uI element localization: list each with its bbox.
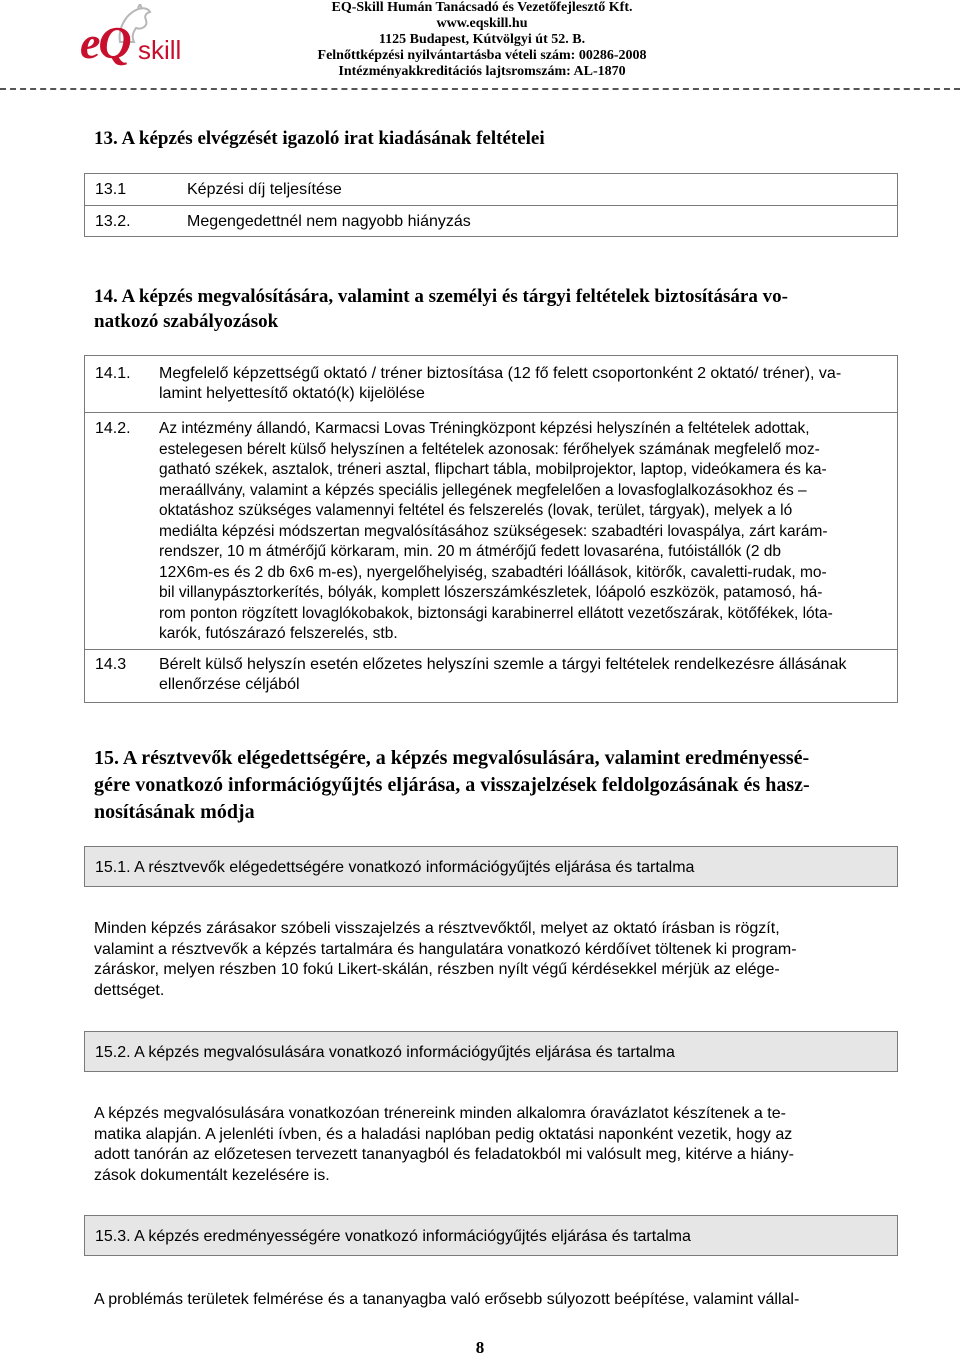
- subsection-15-2-paragraph: [94, 1104, 886, 1186]
- item-text: [159, 364, 887, 404]
- subsection-15-1-heading-box: [84, 846, 898, 887]
- subsection-15-3-heading-box: [84, 1215, 898, 1256]
- item-text: [159, 655, 887, 695]
- text-line: zások dokumentált kezelésére is.: [94, 1166, 330, 1184]
- text-line: dettséget.: [94, 981, 165, 999]
- section-14-table: [84, 355, 898, 703]
- text-line: záráskor, melyen részben 10 fokú Likert-skálán, részben nyílt végű kérdésekkel mérjük az elége-: [94, 961, 780, 978]
- section-15-title: [94, 745, 894, 826]
- text-line: Minden képzés zárásakor szóbeli visszajelzés a résztvevőktől, melyet az oktató írásban is rögzít,: [94, 920, 780, 937]
- table-row: [85, 412, 897, 650]
- text-line: karók, futószárazó felszerelés, stb.: [159, 625, 398, 642]
- text-line: adott tanórán az előzetesen tervezett tananyagból és feladatokból mi valósult meg, kitérve a hiány-: [94, 1146, 794, 1163]
- company-name: EQ-Skill Humán Tanácsadó és Vezetőfejlesztő Kft.: [331, 0, 633, 15]
- table-row: [85, 649, 897, 702]
- item-number: 13.1: [95, 181, 127, 198]
- table-row: [85, 174, 897, 206]
- text-line: Bérelt külső helyszín esetén előzetes helyszíni szemle a tárgyi feltételek rendelkezésre állásának: [159, 656, 847, 673]
- text-line: rendszer, 10 m átmérőjű körkaram, min. 20 m átmérőjű fedett lovasaréna, futóistállók (2 db: [159, 543, 782, 560]
- header-divider: [0, 88, 960, 90]
- text-line: gatható székek, asztalok, tréneri asztal, flipchart tábla, mobilprojektor, laptop, videókamera és ka-: [159, 461, 827, 478]
- section-15-title-line: 15. A résztvevők elégedettségére, a képzés megvalósulására, valamint eredményessé-: [94, 747, 810, 769]
- text-line: 12X6m-es és 2 db 6x6 m-es), nyergelőhelyiség, szabadtéri lóállások, kitörők, cavaletti-rudak, mo-: [159, 563, 827, 581]
- table-row: [85, 356, 897, 413]
- table-row: [85, 205, 897, 236]
- text-line: A problémás területek felmérése és a tananyagba való erősebb súlyozott beépítése, valamint vállal-: [94, 1291, 800, 1308]
- subsection-heading: 15.2. A képzés megvalósulására vonatkozó információgyűjtés eljárása és tartalma: [95, 1044, 675, 1061]
- section-14-title: [94, 284, 884, 334]
- company-registration: Felnőttképzési nyilvántartásba vételi szám: 00286-2008: [317, 48, 647, 63]
- company-address: 1125 Budapest, Kútvölgyi út 52. B.: [378, 32, 586, 47]
- text-line: oktatáshoz szükséges valamennyi feltétel és felszerelés (lovak, terület, tárgyak), melyek a ló: [159, 502, 793, 519]
- item-text: [159, 419, 887, 645]
- item-text: Megengedettnél nem nagyobb hiányzás: [187, 213, 471, 230]
- subsection-15-1-paragraph: [94, 919, 886, 1001]
- item-number: 14.1.: [95, 365, 131, 382]
- text-line: lamint helyettesítő oktató(k) kijelölése: [159, 385, 425, 402]
- subsection-heading: 15.1. A résztvevők elégedettségére vonatkozó információgyűjtés eljárása és tartalma: [95, 859, 695, 876]
- item-text: Képzési díj teljesítése: [187, 181, 342, 198]
- subsection-heading: 15.3. A képzés eredményességére vonatkozó információgyűjtés eljárása és tartalma: [95, 1228, 691, 1245]
- text-line: mediálta képzési módszertan megvalósításához szükségesek: szabadtéri lovaspálya, zárt karám-: [159, 522, 828, 540]
- company-website: www.eqskill.hu: [436, 16, 528, 31]
- section-13-title: 13. A képzés elvégzését igazoló irat kiadásának feltételei: [94, 128, 545, 149]
- company-header: [262, 0, 702, 80]
- subsection-15-3-paragraph: [94, 1290, 886, 1311]
- logo-skill: skill: [138, 35, 182, 65]
- section-15-title-line: gére vonatkozó információgyűjtés eljárása, a visszajelzések feldolgozásának és hasz-: [94, 774, 810, 796]
- text-line: matika alapján. A jelenléti ívben, és a haladási naplóban pedig oktatási naponként vezetik, hogy az: [94, 1125, 793, 1143]
- text-line: Az intézmény állandó, Karmacsi Lovas Tréningközpont képzési helyszínén a feltételek adottak,: [159, 420, 810, 437]
- section-15-title-line: nosításának módja: [94, 801, 255, 823]
- section-14-title-line: 14. A képzés megvalósítására, valamint a személyi és tárgyi feltételek biztosítására vo-: [94, 286, 788, 307]
- text-line: rom ponton rögzített lovaglókobakok, biztonsági karabinerrel ellátott vezetőszárak, kötőfékek, lóta-: [159, 604, 833, 622]
- item-number: 14.3: [95, 656, 127, 673]
- item-number: 13.2.: [95, 213, 131, 230]
- section-14-title-line: natkozó szabályozások: [94, 311, 279, 332]
- logo-eq: eQ: [80, 17, 130, 68]
- company-accreditation: Intézményakkreditációs lajtsromszám: AL-1870: [338, 64, 626, 79]
- text-line: ellenőrzése céljából: [159, 676, 300, 693]
- text-line: meraállvány, valamint a képzés speciális jellegének megfelelően a lovasfoglalkozásokhoz és –: [159, 481, 807, 499]
- text-line: bil villanypásztorkerítés, bólyák, komplett lószerszámkészletek, lóápoló eszközök, patamosó, há-: [159, 584, 823, 601]
- section-13-table: [84, 173, 898, 237]
- text-line: valamint a résztvevők a képzés tartalmára és hangulatára vonatkozó kérdőívet töltenek ki program-: [94, 940, 797, 958]
- text-line: A képzés megvalósulására vonatkozóan trénereink minden alkalomra óravázlatot készítenek a te-: [94, 1105, 786, 1122]
- company-logo: [80, 4, 190, 70]
- item-number: 14.2.: [95, 420, 131, 437]
- subsection-15-2-heading-box: [84, 1031, 898, 1072]
- text-line: estelegesen bérelt külső helyszínen a feltételek azonosak: férőhelyek számának megfelelő moz-: [159, 440, 820, 458]
- text-line: Megfelelő képzettségű oktató / tréner biztosítása (12 fő felett csoportonként 2 oktató/ tréner), va-: [159, 365, 842, 382]
- page-number: 8: [475, 1338, 485, 1357]
